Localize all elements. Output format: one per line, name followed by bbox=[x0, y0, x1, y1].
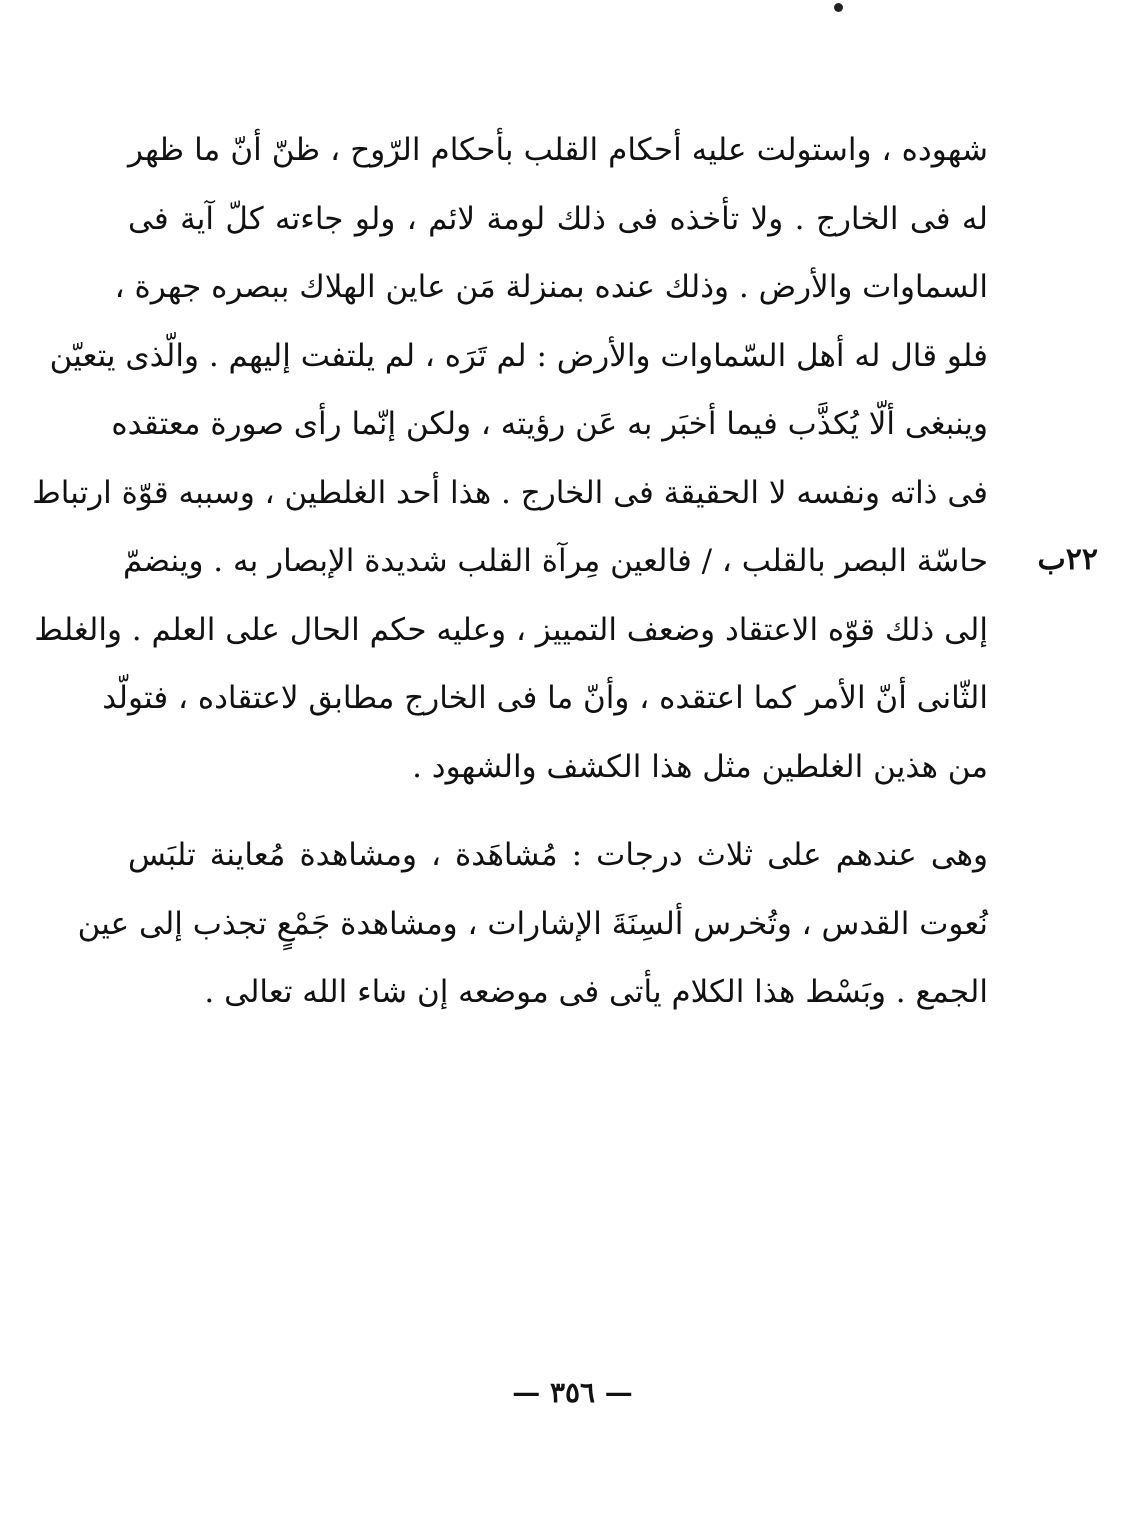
text-line: له فى الخارج . ولا تأخذه فى ذلك لومة لائم ، ولو جاءته كلّ آية فى bbox=[128, 200, 988, 237]
text-line: الجمع . وبَسْط هذا الكلام يأتى فى موضعه إن شاء الله تعالى . bbox=[204, 974, 988, 1010]
text-line: حاسّة البصر بالقلب ، / فالعين مِرآة القلب شديدة الإبصار به . وينضمّ bbox=[122, 543, 988, 579]
text-line: وينبغى ألّا يُكذَّب فيما أخبَر به عَن رؤيته ، ولكن إنّما رأى صورة معتقده bbox=[111, 406, 988, 442]
text-line: الثّانى أنّ الأمر كما اعتقده ، وأنّ ما فى الخارج مطابق لاعتقاده ، فتولّد bbox=[102, 680, 988, 716]
manuscript-folio-note: ٢٢ب bbox=[1037, 542, 1098, 577]
paragraph-1 bbox=[32, 116, 988, 801]
page-number: — ٣٥٦ — bbox=[512, 1376, 633, 1409]
text-line: إلى ذلك قوّه الاعتقاد وضعف التمييز ، وعليه حكم الحال على العلم . والغلط bbox=[34, 611, 988, 648]
text-line: شهوده ، واستولت عليه أحكام القلب بأحكام الرّوح ، ظنّ أنّ ما ظهر bbox=[128, 132, 988, 168]
text-line: من هذين الغلطين مثل هذا الكشف والشهود . bbox=[412, 748, 988, 785]
paragraph-2 bbox=[77, 821, 988, 1027]
scan-speck bbox=[834, 3, 843, 12]
text-line: السماوات والأرض . وذلك عنده بمنزلة مَن عاين الهلاك ببصره جهرة ، bbox=[114, 269, 988, 305]
text-line: فى ذاته ونفسه لا الحقيقة فى الخارج . هذا أحد الغلطين ، وسببه قوّة ارتباط bbox=[32, 474, 988, 511]
text-line: نُعوت القدس ، وتُخرس ألسِنَةَ الإشارات ، ومشاهدة جَمْعٍ تجذب إلى عين bbox=[77, 905, 988, 942]
text-line: وهى عندهم على ثلاث درجات : مُشاهَدة ، ومشاهدة مُعاينة تلبَس bbox=[128, 837, 988, 873]
text-line: فلو قال له أهل السّماوات والأرض : لم تَرَه ، لم يلتفت إليهم . والّذى يتعيّن bbox=[49, 337, 988, 374]
